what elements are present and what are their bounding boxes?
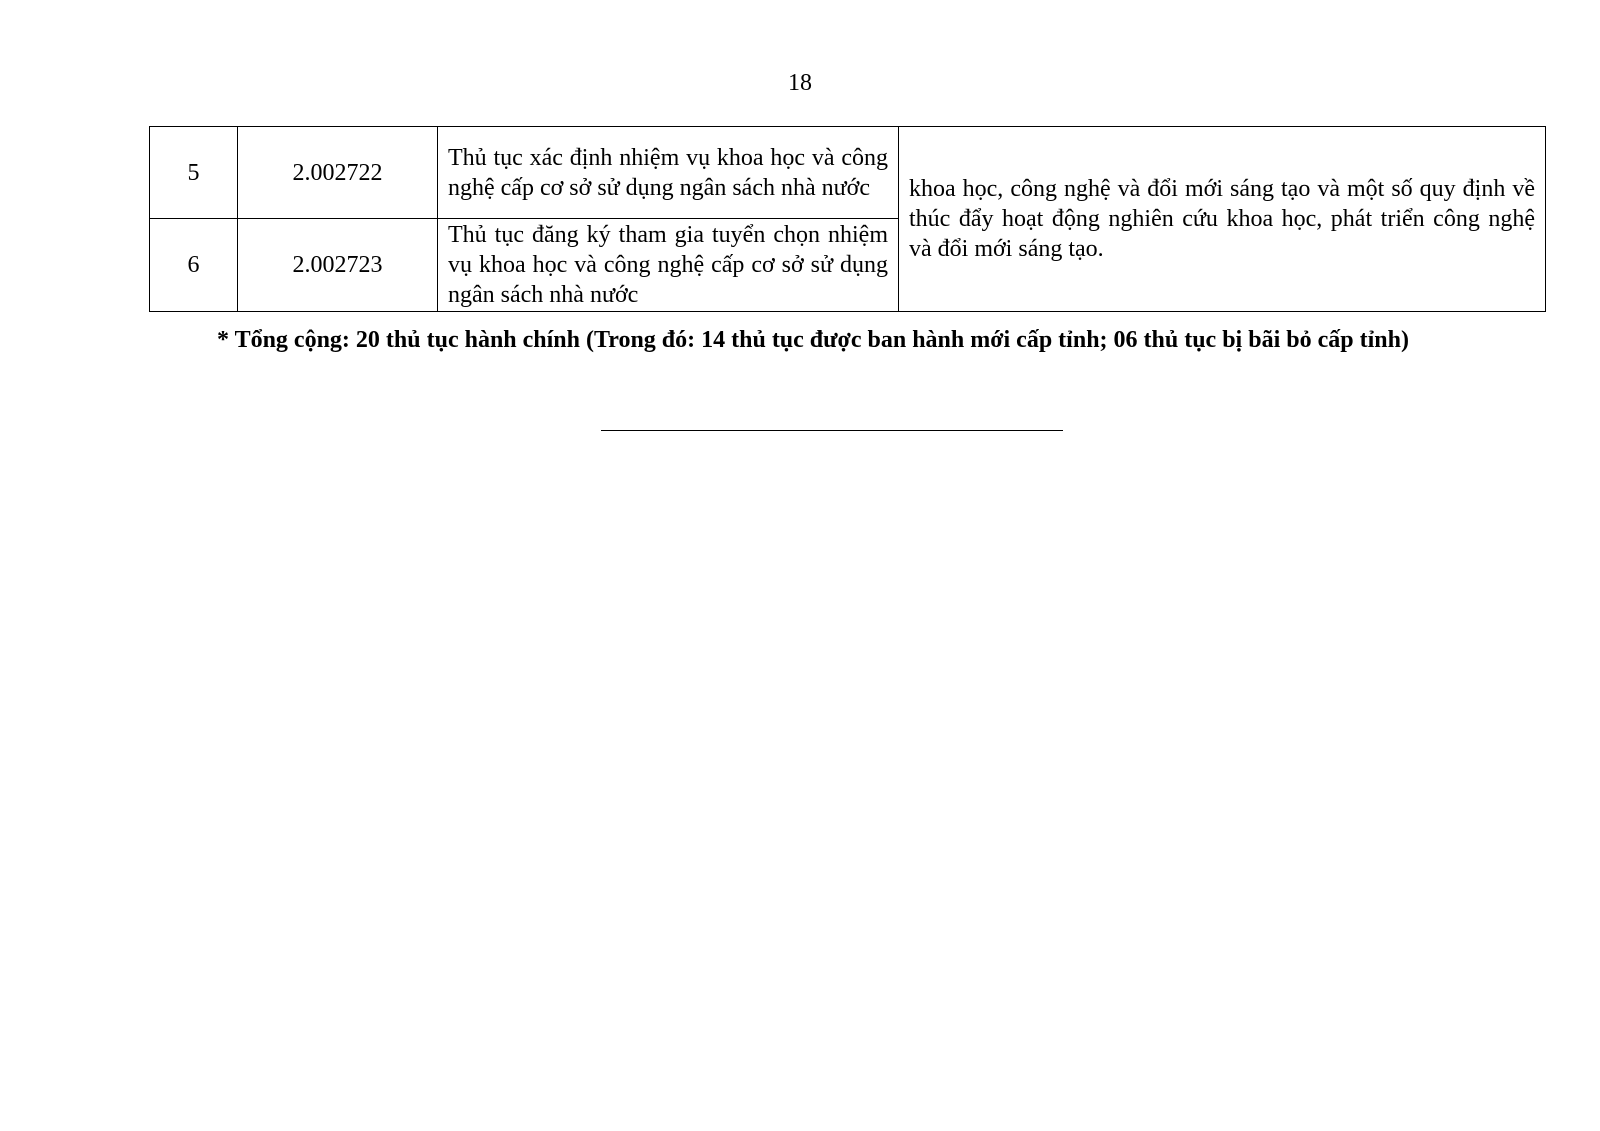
table-row	[150, 127, 1546, 219]
procedures-table	[149, 126, 1546, 312]
page-number: 18	[788, 70, 812, 96]
procedure-code: 2.002722	[238, 127, 438, 219]
row-number: 5	[150, 127, 238, 219]
end-divider	[601, 430, 1063, 431]
total-summary: * Tổng cộng: 20 thủ tục hành chính (Trong đó: 14 thủ tục được ban hành mới cấp tỉnh; 06 thủ tục bị bãi bỏ cấp tỉnh)	[217, 327, 1409, 353]
procedure-code: 2.002723	[238, 219, 438, 312]
procedure-name: Thủ tục đăng ký tham gia tuyển chọn nhiệm vụ khoa học và công nghệ cấp cơ sở sử dụng ngân sách nhà nước	[438, 219, 899, 312]
legal-basis: khoa học, công nghệ và đổi mới sáng tạo và một số quy định về thúc đẩy hoạt động nghiên cứu khoa học, phát triển công nghệ và đổi mới sáng tạo.	[899, 127, 1546, 312]
procedure-name: Thủ tục xác định nhiệm vụ khoa học và công nghệ cấp cơ sở sử dụng ngân sách nhà nước	[438, 127, 899, 219]
row-number: 6	[150, 219, 238, 312]
